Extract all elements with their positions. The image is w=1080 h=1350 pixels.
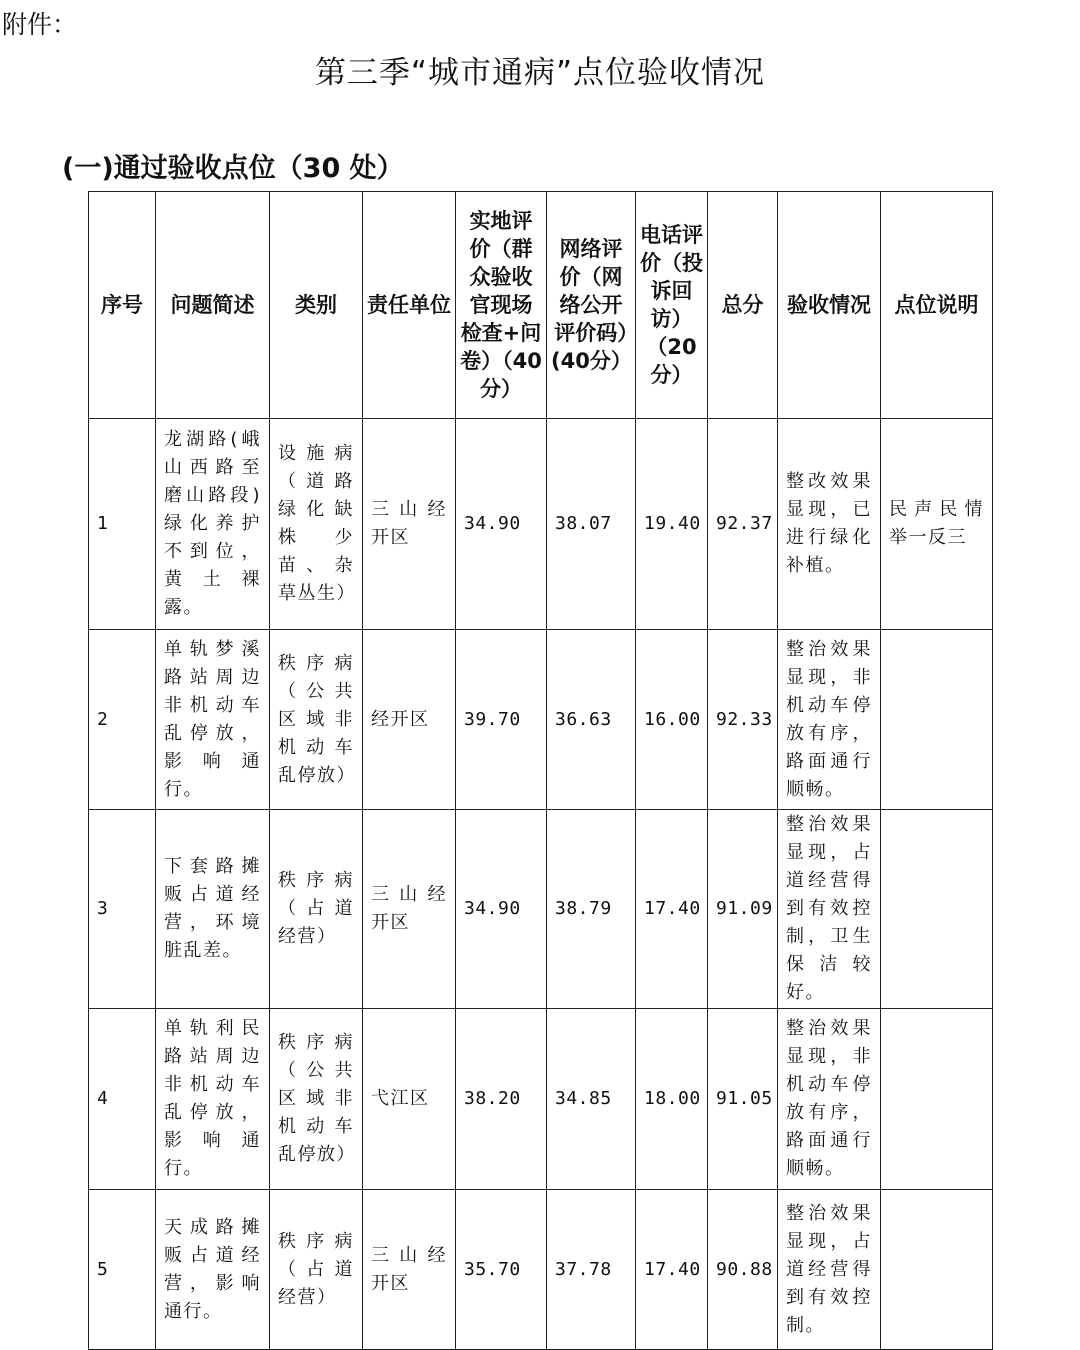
table-row: [89, 419, 993, 630]
total-score: 92.37: [708, 419, 778, 630]
network-score: 38.07: [547, 419, 636, 630]
category: 秩序病（公共区域非机动车乱停放）: [270, 1009, 363, 1190]
category: 秩序病（占道经营）: [270, 810, 363, 1009]
total-score: 91.05: [708, 1009, 778, 1190]
phone-score: 18.00: [636, 1009, 708, 1190]
field-score: 38.20: [456, 1009, 547, 1190]
acceptance-table: [88, 191, 993, 1350]
row-index: 1: [89, 419, 156, 630]
column-header: 网络评价（网络公开评价码）(40分）: [547, 192, 636, 419]
problem-description: 天成路摊贩占道经营，影响通行。: [156, 1190, 270, 1350]
row-index: 2: [89, 630, 156, 810]
column-header: 点位说明: [881, 192, 993, 419]
table-row: [89, 1190, 993, 1350]
category: 秩序病（占道经营）: [270, 1190, 363, 1350]
network-score: 36.63: [547, 630, 636, 810]
total-score: 90.88: [708, 1190, 778, 1350]
table-row: [89, 810, 993, 1009]
column-header: 电话评价（投诉回访）（20分）: [636, 192, 708, 419]
acceptance-status: 整改效果显现，已进行绿化补植。: [778, 419, 881, 630]
field-score: 39.70: [456, 630, 547, 810]
acceptance-status: 整治效果显现，非机动车停放有序，路面通行顺畅。: [778, 1009, 881, 1190]
column-header: 责任单位: [363, 192, 456, 419]
table-header-row: [89, 192, 993, 419]
site-note: [881, 1190, 993, 1350]
phone-score: 16.00: [636, 630, 708, 810]
category: 秩序病（公共区域非机动车乱停放）: [270, 630, 363, 810]
page-title: 第三季“城市通病”点位验收情况: [314, 55, 766, 91]
network-score: 37.78: [547, 1190, 636, 1350]
network-score: 34.85: [547, 1009, 636, 1190]
acceptance-status: 整治效果显现，非机动车停放有序，路面通行顺畅。: [778, 630, 881, 810]
acceptance-status: 整治效果显现，占道经营得到有效控制。: [778, 1190, 881, 1350]
phone-score: 17.40: [636, 810, 708, 1009]
phone-score: 19.40: [636, 419, 708, 630]
attachment-label: 附件：: [2, 10, 78, 39]
responsible-unit: 三山经开区: [363, 1190, 456, 1350]
field-score: 34.90: [456, 419, 547, 630]
column-header: 问题简述: [156, 192, 270, 419]
site-note: [881, 810, 993, 1009]
field-score: 34.90: [456, 810, 547, 1009]
acceptance-status: 整治效果显现，占道经营得到有效控制，卫生保洁较好。: [778, 810, 881, 1009]
problem-description: 下套路摊贩占道经营，环境脏乱差。: [156, 810, 270, 1009]
column-header: 序号: [89, 192, 156, 419]
phone-score: 17.40: [636, 1190, 708, 1350]
site-note: 民声民情举一反三: [881, 419, 993, 630]
problem-description: 单轨利民路站周边非机动车乱停放，影响通行。: [156, 1009, 270, 1190]
row-index: 5: [89, 1190, 156, 1350]
column-header: 类别: [270, 192, 363, 419]
column-header: 总分: [708, 192, 778, 419]
site-note: [881, 1009, 993, 1190]
problem-description: 单轨梦溪路站周边非机动车乱停放，影响通行。: [156, 630, 270, 810]
responsible-unit: 三山经开区: [363, 419, 456, 630]
field-score: 35.70: [456, 1190, 547, 1350]
table-row: [89, 1009, 993, 1190]
column-header: 实地评价（群众验收官现场检查+问卷）（40分）: [456, 192, 547, 419]
category: 设施病（道路绿化缺株少苗、杂草丛生）: [270, 419, 363, 630]
table-row: [89, 630, 993, 810]
site-note: [881, 630, 993, 810]
network-score: 38.79: [547, 810, 636, 1009]
row-index: 3: [89, 810, 156, 1009]
responsible-unit: 经开区: [363, 630, 456, 810]
row-index: 4: [89, 1009, 156, 1190]
total-score: 92.33: [708, 630, 778, 810]
total-score: 91.09: [708, 810, 778, 1009]
section-heading: (一)通过验收点位（30 处）: [62, 153, 404, 184]
responsible-unit: 弋江区: [363, 1009, 456, 1190]
problem-description: 龙湖路(峨山西路至磨山路段)绿化养护不到位，黄土裸露。: [156, 419, 270, 630]
column-header: 验收情况: [778, 192, 881, 419]
responsible-unit: 三山经开区: [363, 810, 456, 1009]
